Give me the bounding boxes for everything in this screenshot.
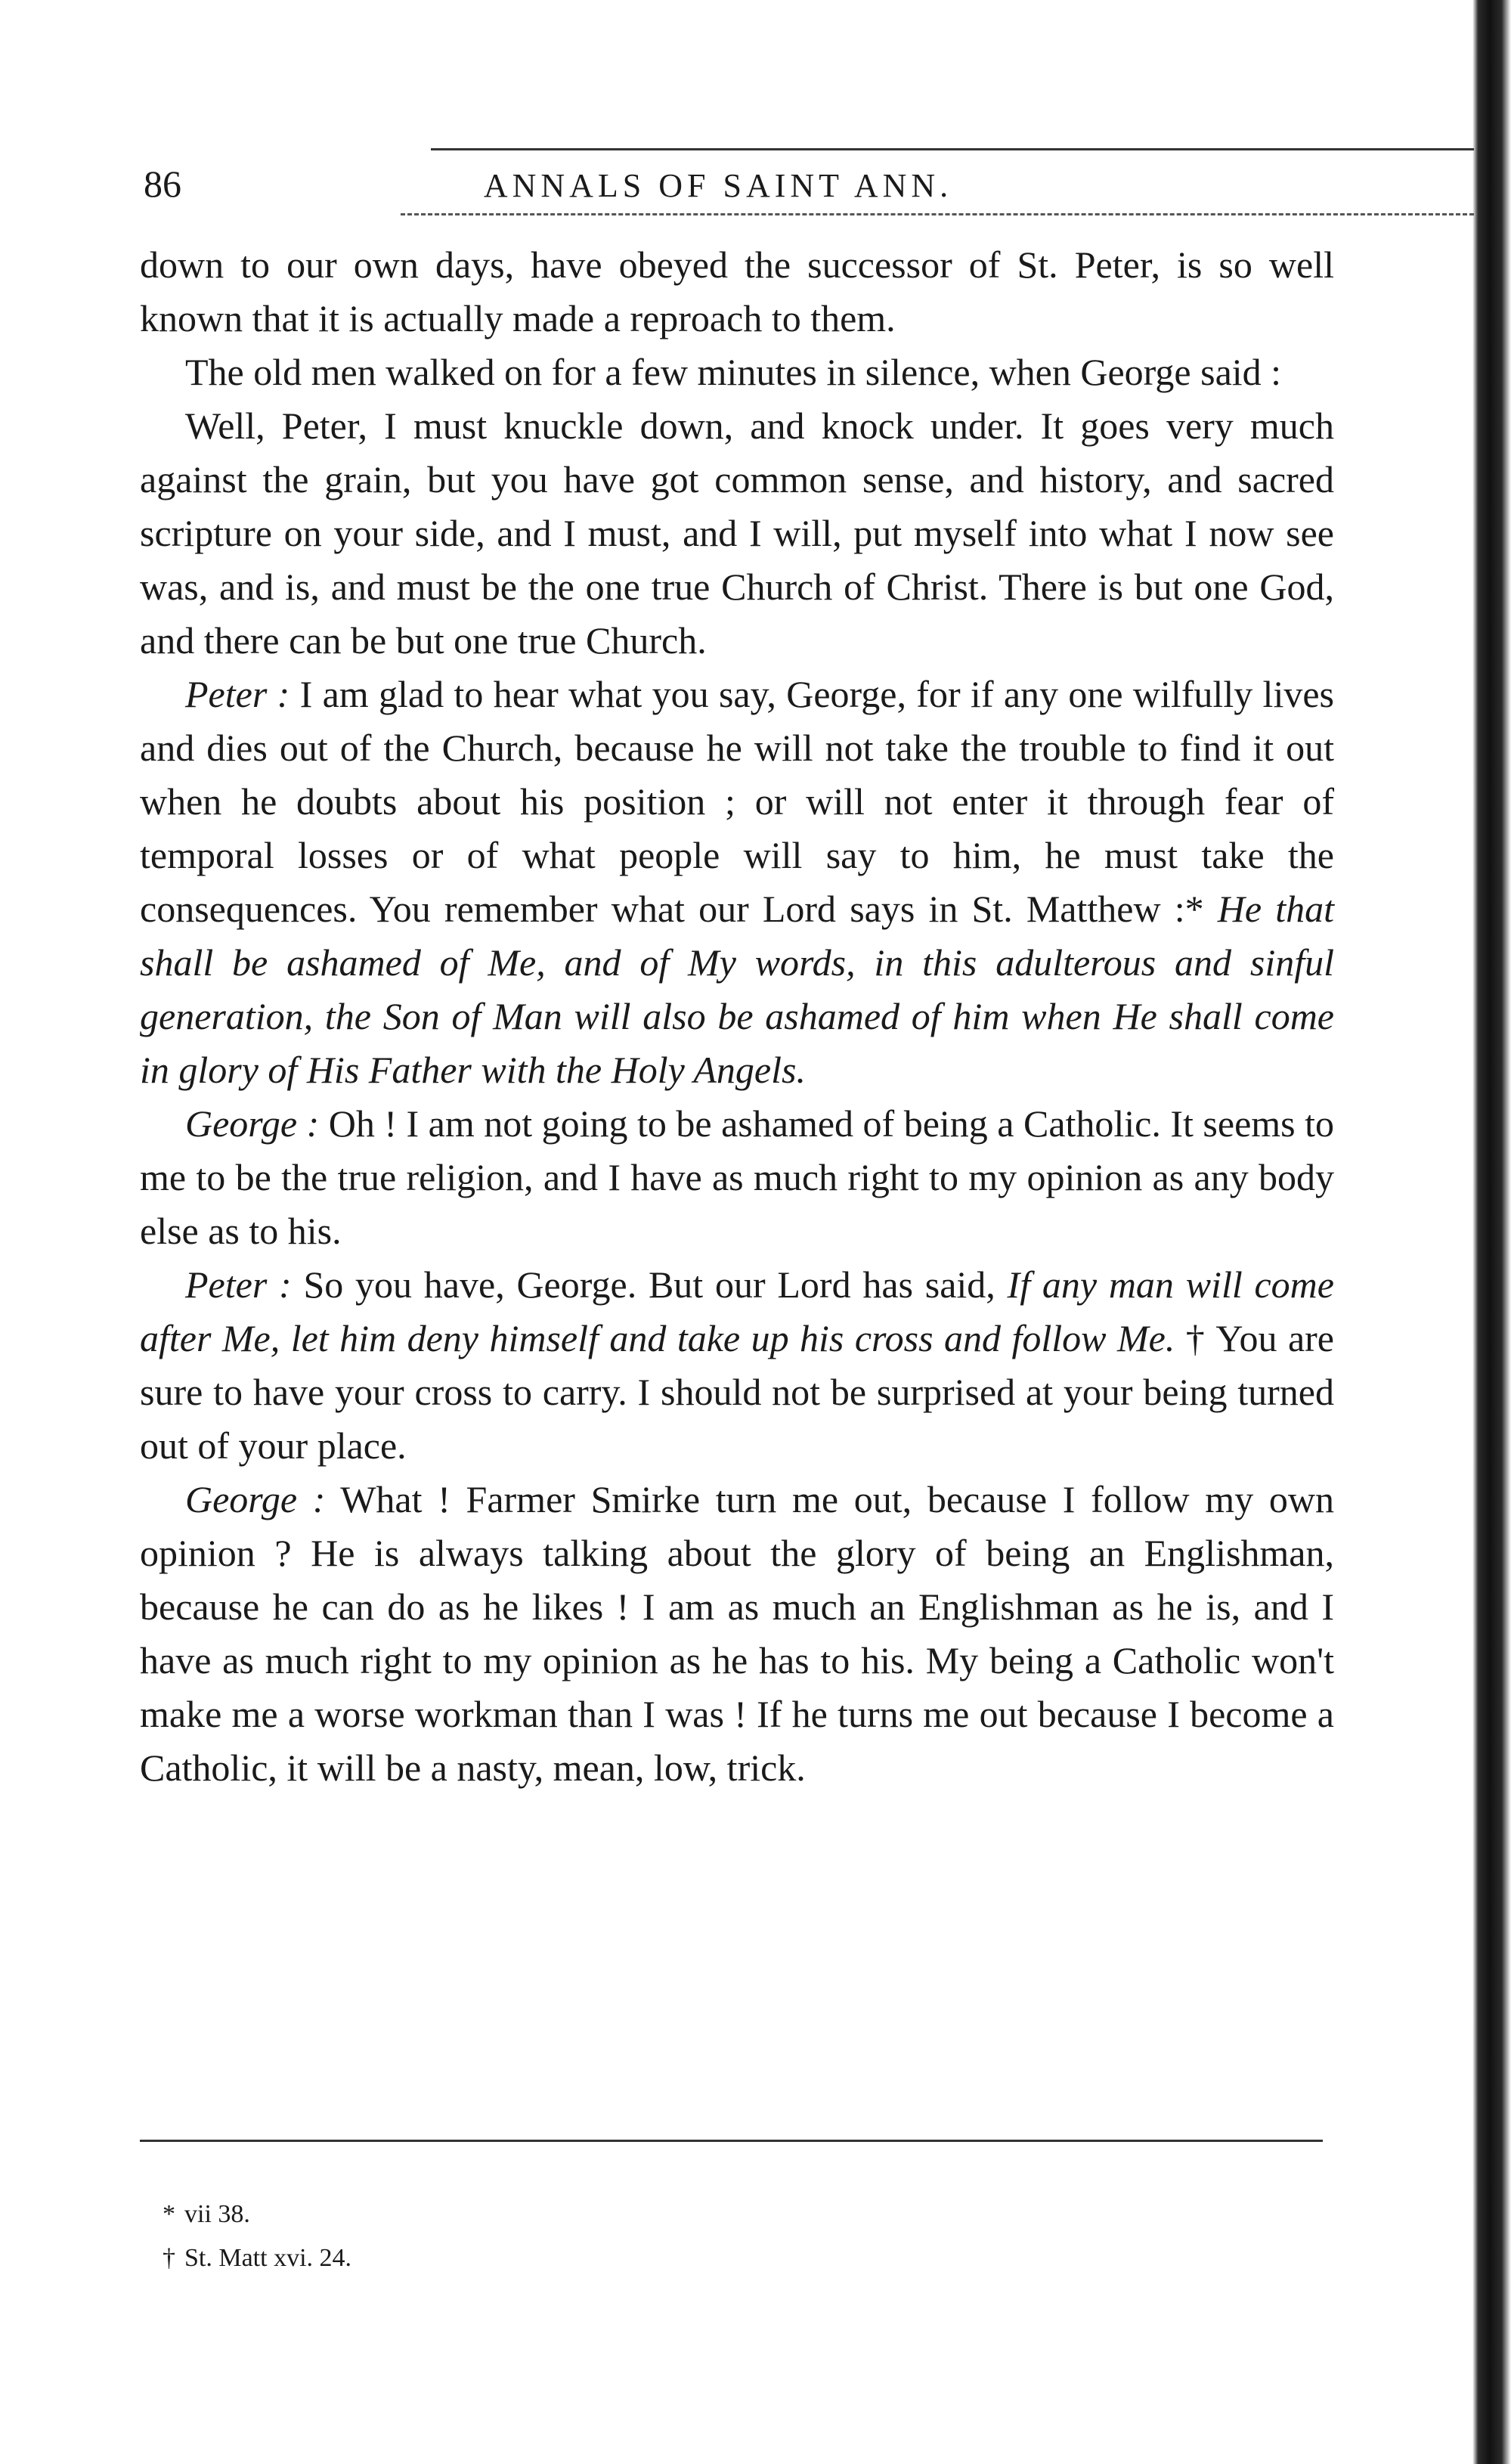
paragraph-text: Well, Peter, I must knuckle down, and knock under. It goes very much against the grain, but you have got common sense, and history, and sacred scripture on your side, and I must, and I will, put myself into what I now see was, and is, and must be the one true Church of Christ. There is but one God, and there can be but one true Church.	[140, 404, 1334, 662]
paragraph-text: down to our own days, have obeyed the successor of St. Peter, is so well known that it is actually made a reproach to them.	[140, 243, 1334, 339]
paragraph	[140, 668, 1334, 1097]
paragraph	[140, 238, 1334, 346]
paragraph	[140, 1473, 1334, 1795]
footnote	[163, 2193, 351, 2236]
header-rule-bottom	[401, 213, 1474, 215]
speaker-name: Peter :	[185, 673, 290, 715]
page-header	[144, 148, 1338, 209]
scripture-quote: If any man will come after Me, let him deny himself and take up his cross and follow Me.	[140, 1263, 1334, 1359]
paragraph	[140, 1258, 1334, 1473]
page-number: 86	[144, 163, 181, 205]
paragraph-text: I am glad to hear what you say, George, for if any one wilfully lives and dies out of the Church, because he will not take the trouble to find it out when he doubts about his position ; or will not enter it through fear of temporal losses or of what people will say to him, he must take the consequences. You remember what our Lord says in St. Matthew :*	[140, 673, 1334, 930]
footnote-text: vii 38.	[184, 2200, 250, 2228]
footnote-mark: *	[163, 2200, 175, 2228]
page-binding-edge	[1464, 0, 1511, 2464]
footnote-text: St. Matt xvi. 24.	[184, 2244, 352, 2272]
header-rule-top	[431, 148, 1474, 150]
paragraph-text: Oh ! I am not going to be ashamed of being a Catholic. It seems to me to be the true religion, and I have as much right to my opinion as any body else as to his.	[140, 1102, 1334, 1252]
body-text	[140, 238, 1334, 1795]
speaker-name: George :	[185, 1102, 320, 1145]
footnote-rule	[140, 2140, 1323, 2142]
paragraph-text: So you have, George. But our Lord has said,	[291, 1263, 995, 1306]
paragraph-text: The old men walked on for a few minutes in silence, when George said :	[185, 351, 1282, 393]
paragraph-text: What ! Farmer Smirke turn me out, because I follow my own opinion ? He is always talking about the glory of being an Englishman, because he can do as he likes ! I am as much an Englishman as he is, and I have as much right to my opinion as he has to his. My being a Catholic won't make me a worse workman than I was ! If he turns me out because I become a Catholic, it will be a nasty, mean, low, trick.	[140, 1478, 1334, 1789]
footnote-mark: †	[163, 2244, 175, 2272]
paragraph	[140, 1097, 1334, 1258]
speaker-name: Peter :	[185, 1263, 292, 1306]
footnote	[163, 2236, 351, 2280]
paragraph	[140, 346, 1334, 399]
running-title: ANNALS OF SAINT ANN.	[483, 167, 953, 204]
footnotes	[163, 2193, 351, 2280]
paragraph	[140, 399, 1334, 668]
paragraph-text: † You are sure to have your cross to carry. I should not be surprised at your being turned out of your place.	[140, 1317, 1334, 1467]
scripture-quote: He that shall be ashamed of Me, and of My words, in this adulterous and sinful generation, the Son of Man will also be ashamed of him when He shall come in glory of His Father with the Holy Angels.	[140, 888, 1334, 1091]
speaker-name: George :	[185, 1478, 326, 1520]
